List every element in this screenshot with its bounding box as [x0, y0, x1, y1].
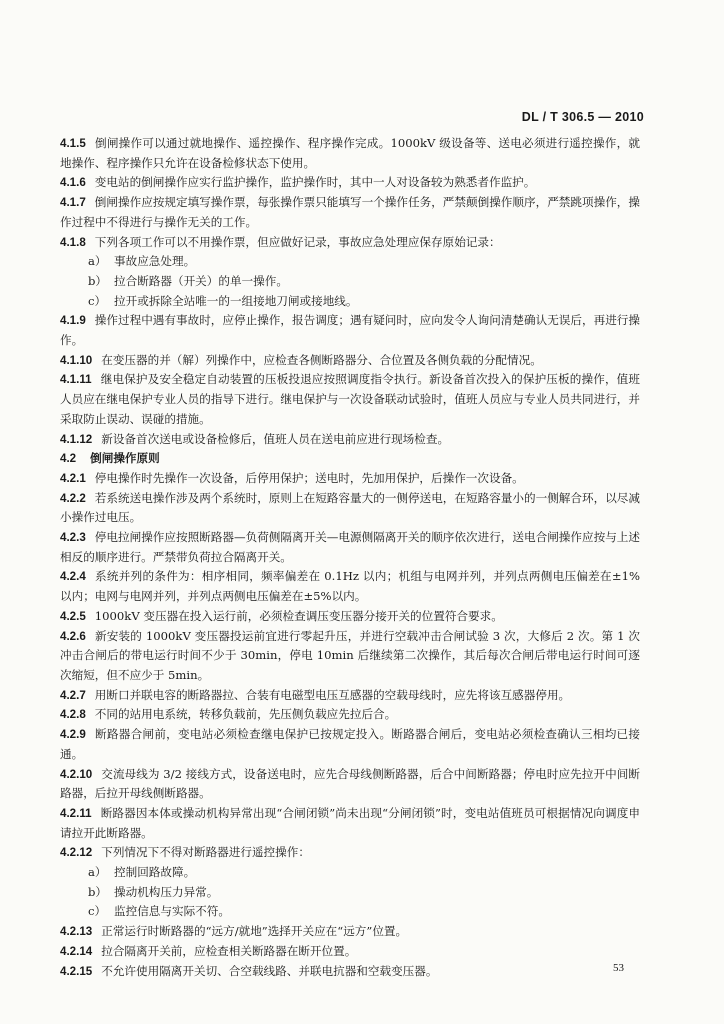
clause-number: 4.2.3: [60, 531, 86, 545]
clause-number: 4.2.12: [60, 846, 93, 860]
clause-4-2-15: [60, 962, 640, 982]
clause-4-2-5: [60, 607, 640, 627]
clause-text: 断路器合闸前，变电站必须检查继电保护已按规定投入。断路器合闸后，变电站必须检查确认三相均已接通。: [60, 727, 640, 761]
clause-4-2-6: [60, 627, 640, 686]
clause-number: 4.1.5: [60, 137, 86, 150]
clause-text: 不允许使用隔离开关切、合空载线路、并联电抗器和空载变压器。: [101, 963, 438, 978]
clause-text: 变电站的倒闸操作应实行监护操作，监护操作时，其中一人对设备较为熟悉者作监护。: [94, 175, 536, 190]
clause-number: 4.2.5: [60, 609, 86, 623]
clause-text: 1000kV 变压器在投入运行前，必须检查调压变压器分接开关的位置符合要求。: [94, 608, 503, 623]
clause-4-1-5: [60, 134, 640, 173]
list-text: 操动机构压力异常。: [114, 884, 219, 899]
list-item: [60, 863, 640, 883]
clause-4-1-12: [60, 430, 640, 450]
clause-number: 4.2.14: [60, 944, 93, 958]
clause-number: 4.2.13: [60, 925, 93, 939]
list-item: [60, 902, 640, 922]
clause-4-2-7: [60, 686, 640, 706]
clause-text: 系统并列的条件为：相序相同，频率偏差在 0.1Hz 以内；机组与电网并列，并列点两侧电压偏差在±1%以内；电网与电网并列，并列点两侧电压偏差在±5%以内。: [60, 569, 640, 604]
clause-number: 4.1.7: [60, 196, 86, 210]
standard-code-header: DL / T 306.5 — 2010: [521, 110, 644, 124]
list-item: [60, 272, 640, 292]
section-heading: 倒闸操作原则: [90, 451, 160, 466]
clause-number: 4.1.11: [60, 373, 92, 387]
clause-4-1-7: [60, 193, 640, 232]
list-item: [60, 883, 640, 903]
clause-text: 新安装的 1000kV 变压器投运前宜进行零起升压，并进行空载冲击合闸试验 3 次，大修后 2 次。第 1 次冲击合闸后的带电运行时间不少于 30min，停电 10min 后继续第二次操作，其后每次合闸后带电运行时间可逐次缩短，但不应少于 5min。: [60, 628, 640, 682]
clause-number: 4.2.4: [60, 570, 86, 584]
clause-text: 拉合隔离开关前，应检查相关断路器在断开位置。: [101, 943, 357, 958]
clause-number: 4.2.10: [60, 767, 93, 781]
document-body: [60, 134, 640, 981]
list-label: b）: [88, 884, 108, 899]
clause-number: 4.1.10: [60, 353, 93, 367]
list-label: a）: [88, 865, 107, 880]
clause-text: 下列情况下不得对断路器进行遥控操作：: [101, 845, 310, 860]
clause-4-2-14: [60, 942, 640, 962]
clause-4-1-8: [60, 233, 640, 253]
page-number: 53: [613, 962, 624, 974]
list-text: 拉开或拆除全站唯一的一组接地刀闸或接地线。: [114, 293, 358, 308]
clause-text: 不同的站用电系统，转移负载前，先压侧负载应先拉后合。: [94, 707, 397, 722]
list-label: c）: [88, 293, 107, 308]
clause-4-2-12: [60, 843, 640, 863]
clause-number: 4.1.8: [60, 235, 86, 249]
clause-number: 4.2.11: [60, 806, 92, 820]
list-text: 监控信息与实际不符。: [114, 904, 230, 919]
clause-text: 停电操作时先操作一次设备，后停用保护；送电时，先加用保护，后操作一次设备。: [94, 470, 524, 485]
clause-4-2-1: [60, 469, 640, 489]
clause-text: 交流母线为 3/2 接线方式，设备送电时，应先合母线侧断路器，后合中间断路器；停电时应先拉开中间断路器，后拉开母线侧断路器。: [60, 766, 640, 801]
clause-4-2-8: [60, 705, 640, 725]
list-label: c）: [88, 904, 107, 919]
clause-4-1-6: [60, 173, 640, 193]
section-title-4-2: [60, 449, 640, 469]
clause-number: 4.2.15: [60, 964, 93, 978]
clause-text: 下列各项工作可以不用操作票，但应做好记录，事故应急处理应保存原始记录：: [94, 234, 501, 249]
clause-text: 继电保护及安全稳定自动装置的压板投退应按照调度指令执行。新设备首次投入的保护压板的操作，值班人员应在继电保护专业人员的指导下进行。继电保护与一次设备联动试验时，值班人员应与专业人员共同进行，并采取防止误动、误碰的措施。: [60, 372, 640, 426]
list-text: 拉合断路器（开关）的单一操作。: [114, 273, 288, 288]
clause-text: 停电拉闸操作应按照断路器—负荷侧隔离开关—电源侧隔离开关的顺序依次进行，送电合闸操作应按与上述相反的顺序进行。严禁带负荷拉合隔离开关。: [60, 530, 640, 564]
clause-number: 4.1.9: [60, 314, 86, 328]
list-text: 事故应急处理。: [114, 254, 196, 269]
clause-4-1-9: [60, 311, 640, 350]
list-label: a）: [88, 254, 107, 269]
clause-4-2-9: [60, 725, 640, 764]
clause-text: 新设备首次送电或设备检修后，值班人员在送电前应进行现场检查。: [101, 431, 450, 446]
list-item: [60, 252, 640, 272]
clause-4-1-11: [60, 370, 640, 429]
clause-text: 若系统送电操作涉及两个系统时，原则上在短路容量大的一侧停送电，在短路容量小的一侧解合环，以尽减小操作过电压。: [60, 490, 640, 525]
clause-4-2-3: [60, 528, 640, 567]
clause-number: 4.1.6: [60, 176, 86, 190]
list-text: 控制回路故障。: [114, 865, 196, 880]
clause-text: 正常运行时断路器的“远方/就地”选择开关应在“远方”位置。: [101, 924, 408, 939]
clause-4-2-11: [60, 804, 640, 843]
clause-number: 4.2.1: [60, 471, 86, 485]
clause-text: 倒闸操作可以通过就地操作、遥控操作、程序操作完成。1000kV 级设备等、送电必须进行遥控操作，就地操作、程序操作只允许在设备检修状态下使用。: [60, 136, 640, 170]
clause-number: 4.2.2: [60, 491, 86, 505]
clause-number: 4.2.8: [60, 708, 86, 722]
clause-4-2-2: [60, 489, 640, 528]
clause-number: 4.2.6: [60, 629, 86, 643]
clause-number: 4.1.12: [60, 432, 93, 446]
list-label: b）: [88, 273, 108, 288]
clause-4-2-4: [60, 567, 640, 606]
clause-number: 4.2.9: [60, 728, 86, 742]
clause-text: 断路器因本体或操动机构异常出现“合闸闭锁”尚未出现“分闸闭锁”时，变电站值班员可根据情况向调度申请拉开此断路器。: [60, 805, 640, 840]
clause-number: 4.2.7: [60, 688, 86, 702]
list-item: [60, 292, 640, 312]
clause-text: 在变压器的并（解）列操作中，应检查各侧断路器分、合位置及各侧负载的分配情况。: [101, 352, 542, 367]
clause-text: 操作过程中遇有事故时，应停止操作，报告调度；遇有疑问时，应向发令人询问清楚确认无误后，再进行操作。: [60, 313, 640, 348]
clause-text: 用断口并联电容的断路器拉、合装有电磁型电压互感器的空载母线时，应先将该互感器停用。: [94, 687, 571, 702]
clause-4-2-10: [60, 765, 640, 804]
clause-text: 倒闸操作应按规定填写操作票，每张操作票只能填写一个操作任务，严禁颠倒操作顺序，严禁跳项操作，操作过程中不得进行与操作无关的工作。: [60, 195, 640, 229]
clause-4-1-10: [60, 351, 640, 371]
clause-4-2-13: [60, 922, 640, 942]
section-number: 4.2: [60, 452, 77, 466]
